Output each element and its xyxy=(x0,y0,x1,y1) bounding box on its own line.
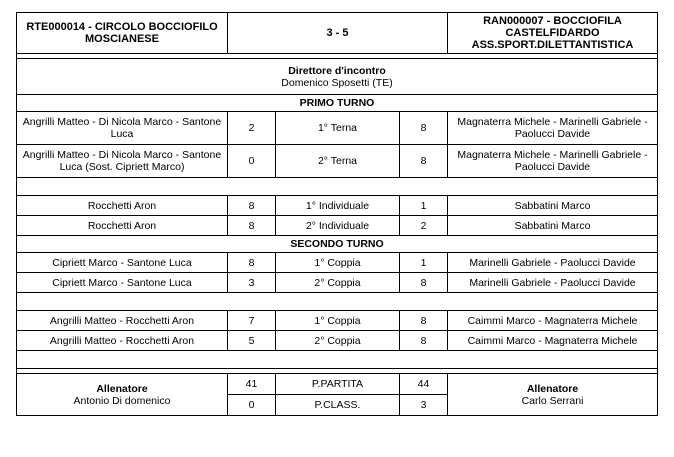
away-team: RAN000007 - BOCCIOFILA CASTELFIDARDO ASS.SPORT.DILETTANTISTICA xyxy=(448,13,658,54)
footer-row xyxy=(17,374,658,395)
away-score: 1 xyxy=(400,196,448,216)
away-score: 8 xyxy=(400,112,448,145)
away-players: Magnaterra Michele - Marinelli Gabriele - Paolucci Davide xyxy=(448,145,658,178)
table-row xyxy=(17,311,658,331)
director-row xyxy=(17,59,658,95)
home-score: 2 xyxy=(228,112,276,145)
table-row xyxy=(17,253,658,273)
home-players: Rocchetti Aron xyxy=(17,196,228,216)
second-round-title: SECONDO TURNO xyxy=(17,236,658,253)
table-row xyxy=(17,145,658,178)
home-players: Cipriett Marco - Santone Luca xyxy=(17,253,228,273)
home-team: RTE000014 - CIRCOLO BOCCIOFILO MOSCIANESE xyxy=(17,13,228,54)
away-score: 1 xyxy=(400,253,448,273)
blank-row xyxy=(17,293,658,311)
home-score: 5 xyxy=(228,331,276,351)
home-score: 8 xyxy=(228,253,276,273)
partita-away: 44 xyxy=(400,374,448,395)
class-home: 0 xyxy=(228,395,276,416)
home-score: 0 xyxy=(228,145,276,178)
game-type: 1° Terna xyxy=(276,112,400,145)
away-coach-name: Carlo Serrani xyxy=(521,394,584,407)
home-players: Angrilli Matteo - Rocchetti Aron xyxy=(17,331,228,351)
match-table xyxy=(16,12,658,416)
away-players: Magnaterra Michele - Marinelli Gabriele - Paolucci Davide xyxy=(448,112,658,145)
away-score: 2 xyxy=(400,216,448,236)
partita-home: 41 xyxy=(228,374,276,395)
director-label: Direttore d'incontro xyxy=(288,64,386,77)
first-round-title: PRIMO TURNO xyxy=(17,95,658,112)
section-row xyxy=(17,95,658,112)
away-players: Sabbatini Marco xyxy=(448,216,658,236)
match-score: 3 - 5 xyxy=(228,13,448,54)
table-row xyxy=(17,216,658,236)
away-players: Caimmi Marco - Magnaterra Michele xyxy=(448,331,658,351)
away-score: 8 xyxy=(400,331,448,351)
game-type: 1° Coppia xyxy=(276,253,400,273)
away-coach-cell xyxy=(448,374,658,416)
away-players: Marinelli Gabriele - Paolucci Davide xyxy=(448,273,658,293)
home-coach-name: Antonio Di domenico xyxy=(73,394,171,407)
home-players: Rocchetti Aron xyxy=(17,216,228,236)
table-row xyxy=(17,273,658,293)
game-type: 2° Coppia xyxy=(276,331,400,351)
game-type: 1° Individuale xyxy=(276,196,400,216)
away-score: 8 xyxy=(400,145,448,178)
blank-row xyxy=(17,178,658,196)
match-report xyxy=(16,12,657,416)
partita-label: P.PARTITA xyxy=(276,374,400,395)
away-score: 8 xyxy=(400,311,448,331)
away-players: Marinelli Gabriele - Paolucci Davide xyxy=(448,253,658,273)
home-players: Cipriett Marco - Santone Luca xyxy=(17,273,228,293)
table-row xyxy=(17,331,658,351)
game-type: 2° Terna xyxy=(276,145,400,178)
table-row xyxy=(17,112,658,145)
director-cell xyxy=(17,59,658,95)
home-score: 3 xyxy=(228,273,276,293)
director-name: Domenico Sposetti (TE) xyxy=(281,76,393,89)
home-score: 8 xyxy=(228,196,276,216)
home-players: Angrilli Matteo - Di Nicola Marco - Santone Luca (Sost. Cipriett Marco) xyxy=(17,145,228,178)
game-type: 2° Coppia xyxy=(276,273,400,293)
home-coach-cell xyxy=(17,374,228,416)
header-row xyxy=(17,13,658,54)
game-type: 2° Individuale xyxy=(276,216,400,236)
away-players: Caimmi Marco - Magnaterra Michele xyxy=(448,311,658,331)
home-score: 8 xyxy=(228,216,276,236)
class-label: P.CLASS. xyxy=(276,395,400,416)
class-away: 3 xyxy=(400,395,448,416)
blank-row xyxy=(17,351,658,369)
home-coach-label: Allenatore xyxy=(96,382,148,395)
table-row xyxy=(17,196,658,216)
away-coach-label: Allenatore xyxy=(526,382,579,395)
section-row xyxy=(17,236,658,253)
home-players: Angrilli Matteo - Rocchetti Aron xyxy=(17,311,228,331)
game-type: 1° Coppia xyxy=(276,311,400,331)
home-score: 7 xyxy=(228,311,276,331)
home-players: Angrilli Matteo - Di Nicola Marco - Santone Luca xyxy=(17,112,228,145)
away-score: 8 xyxy=(400,273,448,293)
away-players: Sabbatini Marco xyxy=(448,196,658,216)
